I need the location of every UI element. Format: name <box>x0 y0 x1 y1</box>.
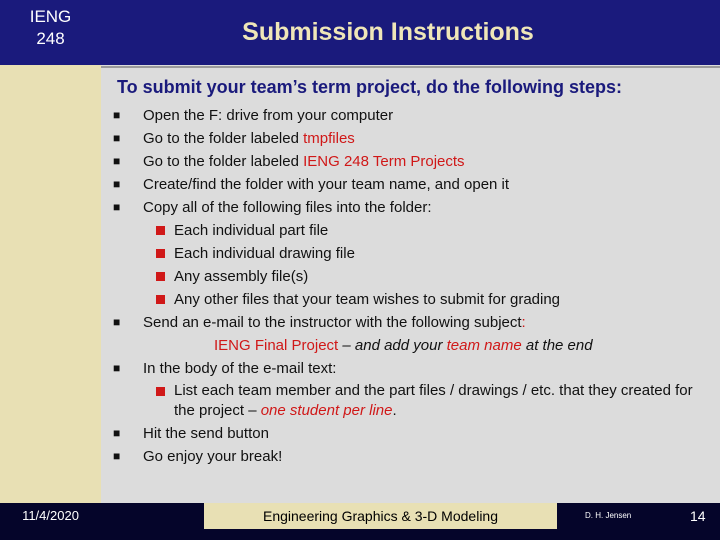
course-line1: IENG <box>29 7 72 26</box>
ribbon-bullet-icon: ■ <box>113 426 121 440</box>
course-line2: 248 <box>36 29 65 48</box>
sub-step-text: Any assembly file(s) <box>174 268 309 285</box>
step-text: Hit the send button <box>143 425 269 442</box>
step-item <box>113 311 713 334</box>
step-item <box>113 173 713 196</box>
ribbon-bullet-icon: ■ <box>113 449 121 463</box>
ribbon-bullet-icon: ■ <box>113 131 121 145</box>
sub-step-item <box>113 242 713 265</box>
step-item <box>113 422 713 445</box>
step-item <box>113 104 713 127</box>
step-text: Go to the folder labeled IENG 248 Term Projects <box>143 153 465 170</box>
ribbon-bullet-icon: ■ <box>113 154 121 168</box>
sidebar <box>0 0 101 540</box>
sub-step-item <box>113 265 713 288</box>
footer-date: 11/4/2020 <box>22 508 79 523</box>
red-square-bullet-icon <box>156 226 165 235</box>
step-item <box>113 196 713 219</box>
step-continuation <box>113 334 713 357</box>
step-item <box>113 150 713 173</box>
ribbon-bullet-icon: ■ <box>113 108 121 122</box>
sub-step-text: Any other files that your team wishes to submit for grading <box>174 291 561 308</box>
page-number: 14 <box>690 508 706 524</box>
email-subject: IENG Final Project – and add your team name at the end <box>214 337 593 354</box>
folder-name: tmpfiles <box>303 130 355 147</box>
step-text: Send an e-mail to the instructor with the following subject: <box>143 314 526 331</box>
red-square-bullet-icon <box>156 387 165 396</box>
sub-step-text: Each individual drawing file <box>174 245 355 262</box>
step-text: Copy all of the following files into the folder: <box>143 199 432 216</box>
red-square-bullet-icon <box>156 272 165 281</box>
footer-author: D. H. Jensen <box>585 511 632 520</box>
step-item <box>113 357 713 380</box>
step-item <box>113 445 713 468</box>
sub-step-item <box>113 288 713 311</box>
divider <box>101 66 720 68</box>
steps-list <box>113 104 713 468</box>
intro-text: To submit your team’s term project, do the following steps: <box>117 77 623 97</box>
step-text: In the body of the e-mail text: <box>143 360 337 377</box>
red-square-bullet-icon <box>156 249 165 258</box>
course-label <box>0 0 101 65</box>
ribbon-bullet-icon: ■ <box>113 315 121 329</box>
slide-title: Submission Instructions <box>242 18 534 46</box>
sub-step-item <box>113 380 713 422</box>
step-text: Go to the folder labeled tmpfiles <box>143 130 355 147</box>
sub-step-text: List each team member and the part files / drawings / etc. that they created for the project – one student per line. <box>174 382 693 419</box>
footer-course-title: Engineering Graphics & 3-D Modeling <box>204 503 557 529</box>
step-text: Create/find the folder with your team name, and open it <box>143 176 510 193</box>
ribbon-bullet-icon: ■ <box>113 200 121 214</box>
ribbon-bullet-icon: ■ <box>113 361 121 375</box>
red-square-bullet-icon <box>156 295 165 304</box>
ribbon-bullet-icon: ■ <box>113 177 121 191</box>
step-text: Open the F: drive from your computer <box>143 107 394 124</box>
folder-name: IENG 248 Term Projects <box>303 153 465 170</box>
step-item <box>113 127 713 150</box>
step-text: Go enjoy your break! <box>143 448 283 465</box>
sub-step-text: Each individual part file <box>174 222 329 239</box>
sub-step-item <box>113 219 713 242</box>
